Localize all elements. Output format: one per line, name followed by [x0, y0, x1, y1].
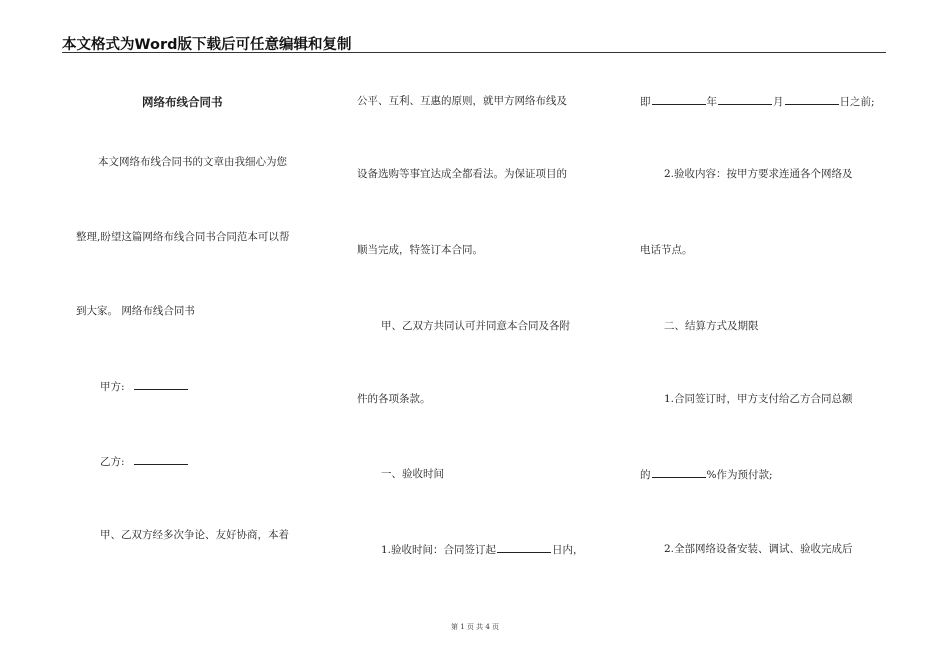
prepayment-prefix: 的 — [640, 469, 651, 481]
section-heading: 一、验收时间 — [381, 468, 444, 480]
section-heading: 二、结算方式及期限 — [664, 320, 759, 332]
paragraph-line: 公平、互利、互惠的原则，就甲方网络布线及 — [357, 95, 567, 107]
party-b-label: 乙方: — [100, 456, 125, 468]
party-b-line — [100, 454, 189, 469]
paragraph-line: 整理,盼望这篇网络布线合同书合同范本可以帮 — [76, 231, 290, 243]
column-2 — [357, 0, 602, 672]
column-3 — [640, 0, 885, 672]
page-number: 第 1 页 共 4 页 — [450, 623, 500, 631]
acceptance-time-line — [381, 542, 584, 557]
year-blank — [652, 94, 706, 105]
document-header: 本文格式为Word版下载后可任意编辑和复制 — [62, 37, 352, 53]
day-label: 日之前; — [839, 96, 875, 108]
paragraph-line: 设备选购等事宜达成全都看法。为保证项目的 — [357, 168, 567, 180]
party-a-label: 甲方: — [100, 381, 125, 393]
percent-blank — [652, 467, 706, 478]
paragraph-line: 1.合同签订时，甲方支付给乙方合同总额 — [664, 393, 853, 405]
party-a-blank — [134, 379, 188, 390]
paragraph-line: 甲、乙双方共同认可并同意本合同及各附 — [381, 320, 570, 332]
days-blank — [497, 542, 551, 553]
paragraph-line: 电话节点。 — [640, 244, 693, 256]
paragraph-line: 甲、乙双方经多次争论、友好协商，本着 — [100, 529, 289, 541]
paragraph-line: 2.全部网络设备安装、调试、验收完成后 — [664, 543, 853, 555]
paragraph-line: 2.验收内容：按甲方要求连通各个网络及 — [664, 168, 853, 180]
day-blank — [785, 94, 839, 105]
party-a-line — [100, 379, 189, 394]
document-title: 网络布线合同书 — [142, 95, 223, 109]
paragraph-line: 顺当完成，特签订本合同。 — [357, 244, 483, 256]
paragraph-line: 到大家。 网络布线合同书 — [76, 305, 195, 317]
acceptance-time-label: 1.验收时间：合同签订起 — [381, 544, 497, 556]
party-b-blank — [134, 454, 188, 465]
prepayment-suffix: %作为预付款; — [706, 469, 773, 481]
column-1 — [76, 0, 321, 672]
date-prefix: 即 — [640, 96, 651, 108]
acceptance-time-suffix: 日内， — [552, 544, 584, 556]
month-label: 月 — [773, 96, 784, 108]
paragraph-line: 件的各项条款。 — [357, 393, 431, 405]
paragraph-line: 本文网络布线合同书的文章由我细心为您 — [98, 156, 287, 168]
year-label: 年 — [706, 96, 717, 108]
prepayment-line — [640, 467, 773, 482]
date-line — [640, 94, 875, 109]
month-blank — [718, 94, 772, 105]
